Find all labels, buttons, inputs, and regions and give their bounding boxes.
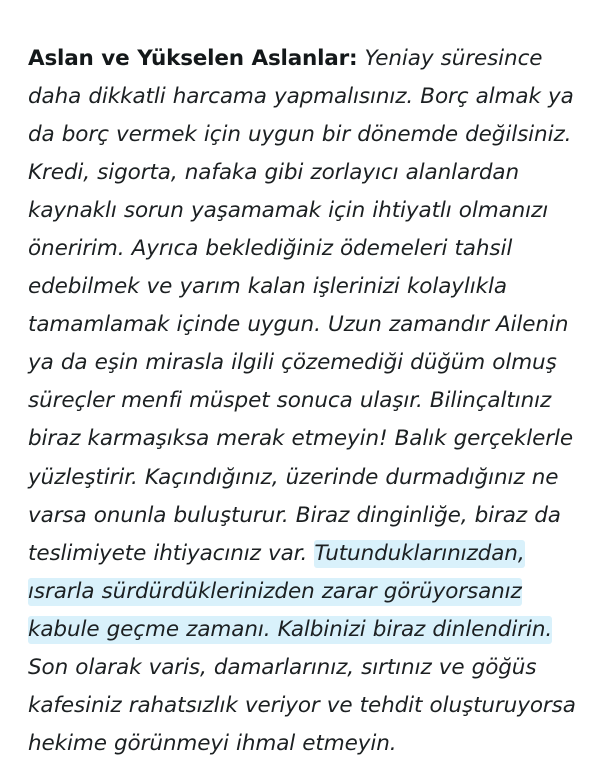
article-text-after-highlight: Son olarak varis, damarlarınız, sırtınız ve göğüs kafesiniz rahatsızlık veriyor ve tehdit oluşturuyorsa hekime görünmeyi ihmal etmeyin. — [28, 655, 576, 756]
horoscope-sign-label: Aslan ve Yükselen Aslanlar: — [28, 46, 357, 71]
article-text-before-highlight: Yeniay süresince daha dikkatli harcama yapmalısınız. Borç almak ya da borç vermek için uygun bir dönemde değilsiniz. Kredi, sigorta, nafaka gibi zorlayıcı alanlardan kaynaklı sorun yaşamamak için ihtiyatlı olmanızı öneririm. Ayrıca beklediğiniz ödemeleri tahsil edebilmek ve yarım kalan işlerinizi kolaylıkla tamamlamak içinde uygun. Uzun zamandır Ailenin ya da eşin mirasla ilgili çözemediği düğüm olmuş süreçler menfi müspet sonuca ulaşır. Bilinçaltınız biraz karmaşıksa merak etmeyin! Balık gerçeklerle yüzleştirir. Kaçındığınız, üzerinde durmadığınız ne varsa onunla buluşturur. Biraz dinginliğe, biraz da teslimiyete ihtiyacınız var. — [28, 46, 574, 566]
highlighted-passage: Tutunduklarınızdan, ısrarla sürdürdüklerinizden zarar görüyorsanız kabule geçme zamanı. Kalbinizi biraz dinlendirin. — [28, 540, 552, 644]
article-paragraph — [28, 40, 576, 763]
